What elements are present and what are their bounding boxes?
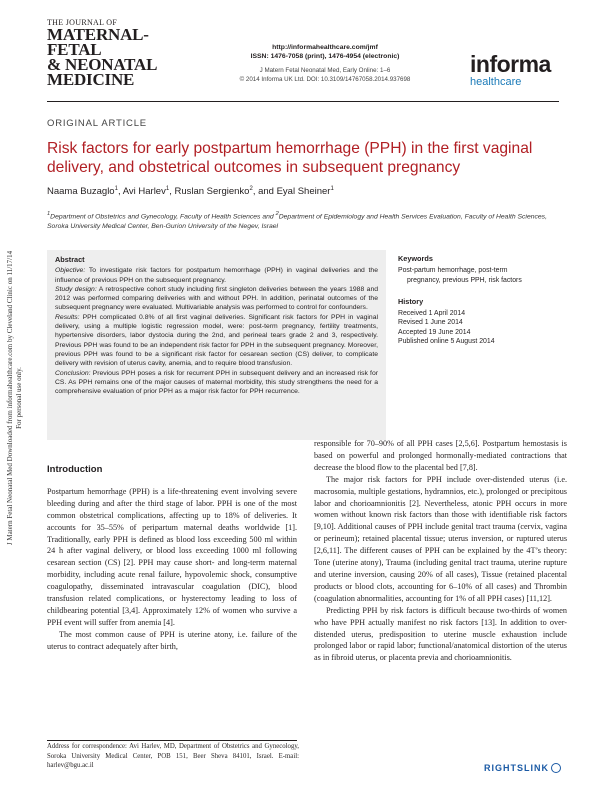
author-name: Ruslan Sergienko <box>174 186 250 198</box>
author-name: Naama Buzaglo <box>47 186 115 198</box>
journal-logo-prefix: THE JOURNAL OF <box>47 18 118 27</box>
abstract-conclusion-label: Conclusion: <box>55 369 91 377</box>
abstract-objective-text: To investigate risk factors for postpartum hemorrhage (PPH) in vaginal deliveries and the influence of previous PPH on the subsequent pregnancy. <box>55 267 378 284</box>
author-separator: , and <box>252 186 277 198</box>
affiliation-mark: 2 <box>275 211 279 217</box>
side-note-line1: J Matern Fetal Neonatal Med Downloaded from informahealthcare.com by Cleveland Clinic on 11/17/14 <box>6 250 14 546</box>
abstract-objective <box>55 266 378 285</box>
author-affiliation-mark: 1 <box>330 186 334 192</box>
citation-line2: © 2014 Informa UK Ltd. DOI: 10.3109/14767058.2014.937698 <box>239 76 411 83</box>
correspondence-footnote: Address for correspondence: Avi Harlev, MD, Department of Obstetrics and Gynecology, Soroka University Medical Center, POB 151, Beer Sheva 84101, Israel. E-mail: harlev@bgu.ac.il <box>47 743 299 769</box>
affiliations <box>47 210 567 231</box>
keywords-line2: pregnancy, previous PPH, risk factors <box>407 276 522 284</box>
affiliation-text: Department of Obstetrics and Gynecology, Faculty of Health Sciences and <box>50 213 276 221</box>
affiliation-mark: 1 <box>47 211 51 217</box>
keywords-line1: Post-partum hemorrhage, post-term <box>398 267 508 275</box>
rightslink-icon <box>551 763 561 773</box>
author-affiliation-mark: 1 <box>165 186 170 192</box>
side-note-line2: For personal use only. <box>15 367 23 429</box>
publisher-logo <box>470 52 551 89</box>
footnote-rule <box>47 740 297 741</box>
abstract-design-label: Study design: <box>55 285 97 293</box>
history-item: Revised 1 June 2014 <box>398 319 463 327</box>
rightslink-badge[interactable] <box>484 763 561 773</box>
author-name: Eyal Sheiner <box>276 186 331 198</box>
history-item: Received 1 April 2014 <box>398 310 466 318</box>
introduction-heading: Introduction <box>47 464 103 475</box>
article-title: Risk factors for early postpartum hemorrhage (PPH) in the first vaginal delivery, and obstetrical outcomes in subsequent pregnancy <box>47 140 533 176</box>
abstract-objective-label: Objective: <box>55 267 86 275</box>
journal-logo-line2: & NEONATAL <box>47 55 158 74</box>
journal-url[interactable]: http://informahealthcare.com/jmf <box>272 44 378 51</box>
journal-issn: ISSN: 1476-7058 (print), 1476-4954 (electronic) <box>250 53 400 60</box>
header-rule <box>47 101 559 102</box>
citation-line1: J Matern Fetal Neonatal Med, Early Online: 1–6 <box>259 67 391 74</box>
journal-header <box>225 43 425 84</box>
intro-paragraph: Predicting PPH by risk factors is difficult because two-thirds of women who have PPH actually manifest no risk factors [13]. In addition to over-distended uterus, predisposition to uterine muscle exhaustion include prolonged labor or rapid labor; functional/anatomical distortion of the uterus as in fibroid uterus, or placenta previa and chorioamnionitis. <box>314 605 567 663</box>
author-name: Avi Harlev <box>122 186 166 198</box>
abstract-design <box>55 285 378 313</box>
abstract-results <box>55 313 378 369</box>
rightslink-label: RIGHTSLINK <box>484 763 549 773</box>
intro-paragraph: responsible for 70–90% of all PPH cases [2,5,6]. Postpartum hemostasis is based on powerful and prolonged hormonally-mediated contractions that decrease the blood flow to the placental bed [7,8]. <box>314 439 567 472</box>
abstract-design-text: A retrospective cohort study including first singleton deliveries between the years 1988 and 2012 was performed comparing deliveries with and without PPH. In addition, perinatal outcomes of the subsequent pregnancy were evaluated. Multivariable analysis was performed to control for confounders. <box>55 285 378 312</box>
history-item: Published online 5 August 2014 <box>398 338 495 346</box>
abstract-heading: Abstract <box>55 255 85 264</box>
intro-paragraph: The major risk factors for PPH include over-distended uterus (i.e. macrosomia, multiple gestations, hydramnios, etc.), prolonged or precipitous labor and chorioamnionitis [2]. Nevertheless, atonic PPH occurs in more women without known risk factors than those with identifiable risk factors [9,10]. Additional causes of PPH include genital tract trauma (cervix, vagina or perineum); retained placental tissue; uterus inversion, or ruptured uterus [2,6,11]. The different causes of PPH can be explained by the 4T’s theory: Tone (uterine atony), Trauma (including genital tract trauma, uterine rupture and uterine inversion, causing 20% of all cases), Tissue (retained placental products or blood clots, accounting for 6–10% of all cases) and Thrombin (coagulation abnormalities, accounting for 1% of all PPH cases) [11,12]. <box>314 474 567 603</box>
intro-paragraph: Postpartum hemorrhage (PPH) is a life-threatening event involving severe bleeding during and after the third stage of labor. PPH is one of the most common obstetrical complications, affecting up to 18% of deliveries. It accounts for 35–55% of peripartum maternal deaths worldwide [1]. Traditionally, early PPH is defined as blood loss exceeding 500 ml within 24 h after vaginal delivery, or blood loss exceeding 1000 ml following cesarean section (CS) [2]. PPH may cause short- and long-term maternal morbidity, including acute renal failure, hypovolemic shock, consumptive coagulopathy, disseminated intravascular coagulation (DIC), blood transfusion related complications, or hysterectomy leading to loss of childbearing potential [3,4]. Approximately 12% of women who survive a PPH event will suffer from anemia [4]. <box>47 486 297 627</box>
abstract-conclusion-text: Previous PPH poses a risk for recurrent PPH in subsequent delivery and an increased risk for CS. As PPH remains one of the major causes of maternal morbidity, this study strengthens the need for a comprehensive evaluation of prior PPH as a major risk factor for PPH recurrence. <box>55 369 378 396</box>
author-separator: , <box>117 186 123 198</box>
body-left-column <box>47 464 297 653</box>
abstract-box <box>47 250 386 440</box>
intro-paragraph: The most common cause of PPH is uterine atony, i.e. failure of the uterus to contract adequately after birth, <box>47 629 297 651</box>
affiliation-text: Department of Epidemiology and Health Services Evaluation, Faculty of Health Sciences, Soroka University Medical Center, Ben-Gurion University of the Negev, Israel <box>47 213 547 230</box>
publisher-subtitle: healthcare <box>470 76 522 88</box>
author-separator: , <box>169 186 175 198</box>
abstract-results-text: PPH complicated 0.8% of all first vaginal deliveries. Significant risk factors for PPH in vaginal delivery, using a multiple logistic regression model, were: post-term pregnancy, fertility treatments, hypertensive disorders, labor dystocia during the 2nd, and perineal tears grade 2 and 3, respectively. Previous PPH was found to be an independent risk factor for PPH in the subsequent pregnancy. Moreover, previous PPH was found to be a significant risk factor for cesarean section (CS) deliver, to complicate delivery with revision of uterus cavity, anemia, and to require blood transfusion. <box>55 313 378 368</box>
download-side-note <box>4 200 26 600</box>
keywords-heading: Keywords <box>398 254 433 263</box>
article-type: ORIGINAL ARTICLE <box>47 118 147 129</box>
journal-logo-line1: MATERNAL-FETAL <box>47 25 149 59</box>
journal-logo <box>47 18 197 87</box>
history-item: Accepted 19 June 2014 <box>398 328 471 336</box>
history-heading: History <box>398 296 424 306</box>
publisher-name: informa <box>470 51 551 77</box>
author-affiliation-mark: 2 <box>249 186 253 192</box>
body-right-column <box>314 438 567 664</box>
author-list <box>47 186 334 197</box>
abstract-conclusion <box>55 369 378 397</box>
article-info-column <box>398 254 568 346</box>
author-affiliation-mark: 1 <box>114 186 118 192</box>
journal-logo-line3: MEDICINE <box>47 70 135 89</box>
abstract-results-label: Results: <box>55 313 80 321</box>
